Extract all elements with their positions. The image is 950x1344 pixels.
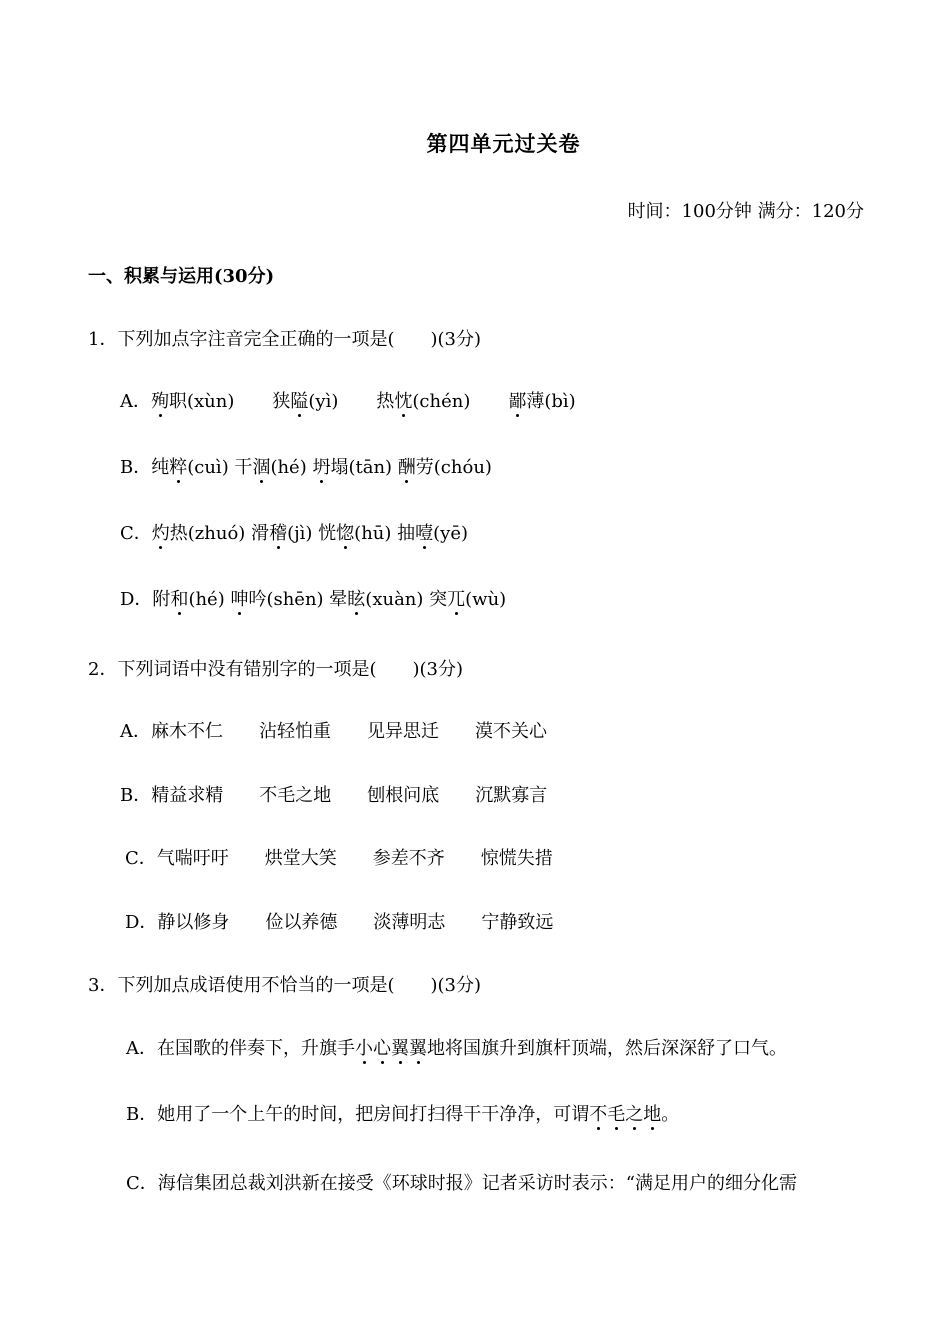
q2-option-c: C．气喘吁吁 烘堂大笑 参差不齐 惊慌失措 [125, 848, 553, 869]
q1-stem: 1．下列加点字注音完全正确的一项是( )(3分) [88, 329, 481, 350]
q1-option-c: C．灼热(zhuó) 滑稽(jì) 恍惚(hū) 抽噎(yē) [120, 523, 468, 544]
q3-option-c: C．海信集团总裁刘洪新在接受《环球时报》记者采访时表示：“满足用户的细分化需 [126, 1173, 797, 1194]
q3-a-dotted-idiom: 小心翼翼 [355, 1038, 427, 1059]
q1-option-a: A．殉职(xùn) 狭隘(yì) 热忱(chén) 鄙薄(bì) [120, 391, 576, 412]
page-title: 第四单元过关卷 [426, 131, 581, 156]
section-heading: 一、积累与运用(30分) [88, 266, 275, 287]
exam-meta: 时间：100分钟 满分：120分 [627, 201, 864, 222]
q2-option-a: A．麻木不仁 沾轻怕重 见异思迁 漠不关心 [120, 721, 547, 742]
q2-option-b: B．精益求精 不毛之地 刨根问底 沉默寡言 [120, 785, 548, 806]
q3-option-b: B．她用了一个上午的时间，把房间打扫得干干净净，可谓不毛之地。 [126, 1104, 680, 1125]
q1-option-d: D．附和(hé) 呻吟(shēn) 晕眩(xuàn) 突兀(wù) [120, 589, 507, 610]
q2-stem: 2．下列词语中没有错别字的一项是( )(3分) [88, 659, 463, 680]
q3-b-dotted-idiom: 不毛之地 [589, 1104, 662, 1125]
q3-option-a: A．在国歌的伴奏下，升旗手小心翼翼地将国旗升到旗杆顶端，然后深深舒了口气。 [126, 1038, 787, 1059]
q1-option-b: B．纯粹(cuì) 干涸(hé) 坍塌(tān) 酬劳(chóu) [120, 457, 492, 478]
q2-option-d: D．静以修身 俭以养德 淡薄明志 宁静致远 [125, 912, 554, 933]
q3-stem: 3．下列加点成语使用不恰当的一项是( )(3分) [88, 975, 481, 996]
